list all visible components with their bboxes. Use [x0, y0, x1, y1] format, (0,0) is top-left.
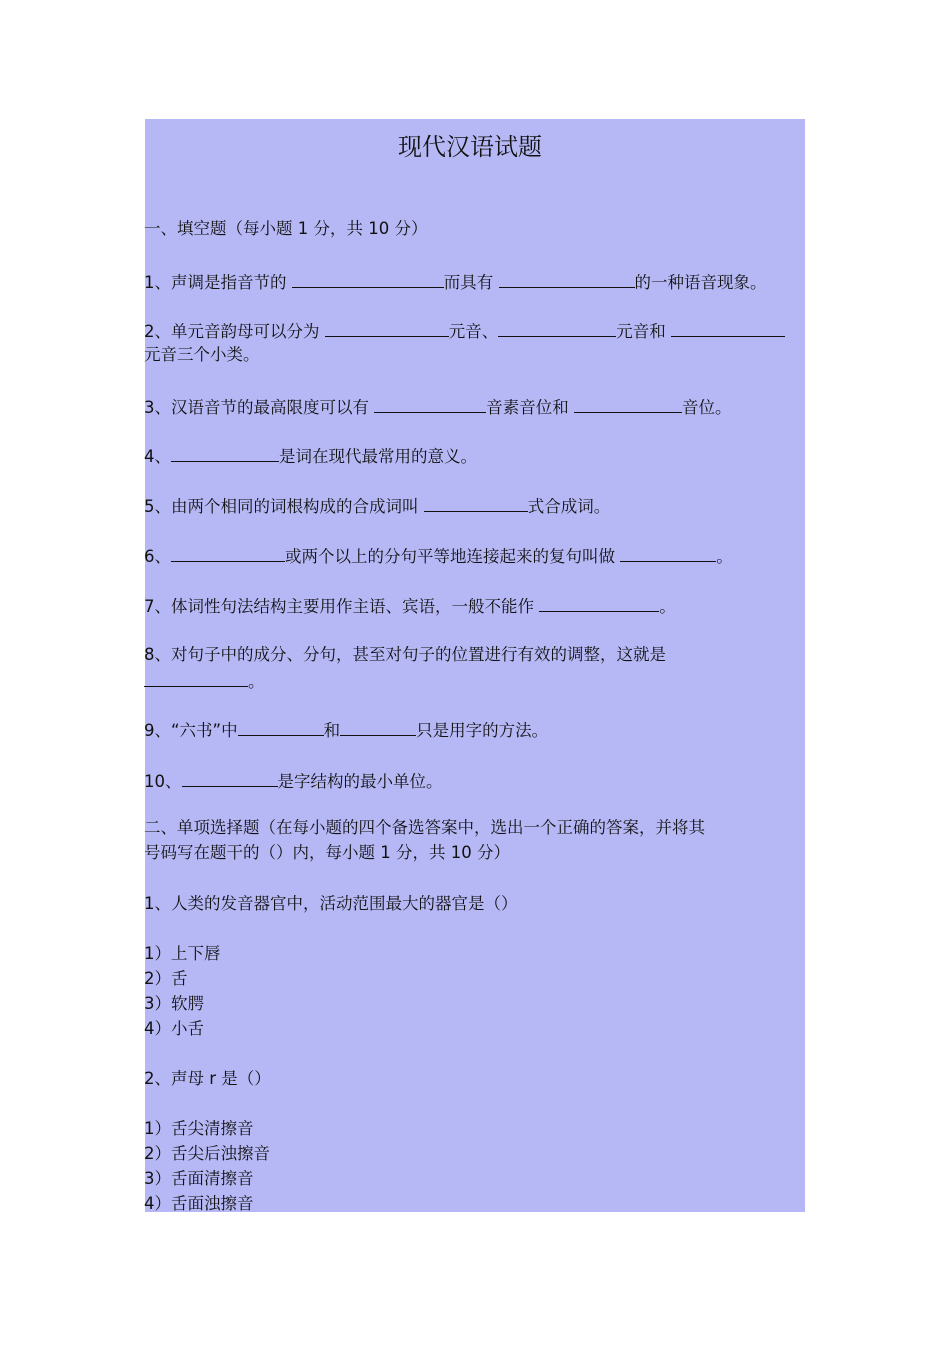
answer-blank: [424, 495, 528, 512]
mc-option: 3）软腭: [144, 994, 204, 1013]
question-4: 4、 是词在现代最常用的意义。: [144, 447, 477, 466]
answer-blank: [574, 396, 682, 413]
question-6: 6、 或两个以上的分句平等地连接起来的复句叫做 。: [144, 547, 733, 566]
mc-option: 4）小舌: [144, 1019, 204, 1038]
answer-blank: [539, 595, 659, 612]
answer-blank: [671, 320, 785, 337]
answer-blank: [325, 320, 449, 337]
question-5: 5、由两个相同的词根构成的合成词叫 式合成词。: [144, 497, 611, 516]
mc-question-1: 1、人类的发音器官中，活动范围最大的器官是（）: [144, 894, 518, 913]
answer-blank: [499, 271, 635, 288]
mc-option: 1）舌尖清擦音: [144, 1119, 254, 1138]
question-2: 2、单元音韵母可以分为 元音、 元音和: [144, 320, 785, 342]
section1-heading: 一、填空题（每小题 1 分，共 10 分）: [144, 219, 428, 238]
mc-option: 3）舌面清擦音: [144, 1169, 254, 1188]
question-3: 3、汉语音节的最高限度可以有 音素音位和 音位。: [144, 398, 732, 417]
question-10: 10、 是字结构的最小单位。: [144, 772, 443, 791]
answer-blank: [498, 320, 616, 337]
mc-option: 1）上下唇: [144, 944, 221, 963]
mc-option: 2）舌尖后浊擦音: [144, 1144, 270, 1163]
answer-blank: [292, 271, 444, 288]
answer-blank: [182, 770, 278, 787]
page-title: 现代汉语试题: [398, 133, 542, 161]
answer-blank: [340, 719, 416, 736]
question-9: 9、“六书”中 和 只是用字的方法。: [144, 721, 549, 740]
question-8-cont: 。: [144, 670, 265, 692]
section2-heading-line2: 号码写在题干的（）内，每小题 1 分，共 10 分）: [144, 843, 510, 862]
answer-blank: [620, 545, 716, 562]
question-2-cont: 元音三个小类。: [144, 345, 260, 364]
mc-option: 2）舌: [144, 969, 188, 988]
answer-blank: [374, 396, 486, 413]
question-7: 7、体词性句法结构主要用作主语、宾语，一般不能作 。: [144, 597, 676, 616]
answer-blank: [144, 670, 248, 687]
question-8: 8、对句子中的成分、分句，甚至对句子的位置进行有效的调整，这就是: [144, 645, 666, 664]
question-1: 1、声调是指音节的 而具有 的一种语音现象。: [144, 273, 767, 292]
answer-blank: [171, 445, 279, 462]
mc-question-2: 2、声母 r 是（）: [144, 1069, 271, 1088]
mc-option: 4）舌面浊擦音: [144, 1194, 254, 1213]
answer-blank: [238, 719, 324, 736]
answer-blank: [171, 545, 285, 562]
section2-heading-line1: 二、单项选择题（在每小题的四个备选答案中，选出一个正确的答案，并将其: [144, 818, 705, 837]
